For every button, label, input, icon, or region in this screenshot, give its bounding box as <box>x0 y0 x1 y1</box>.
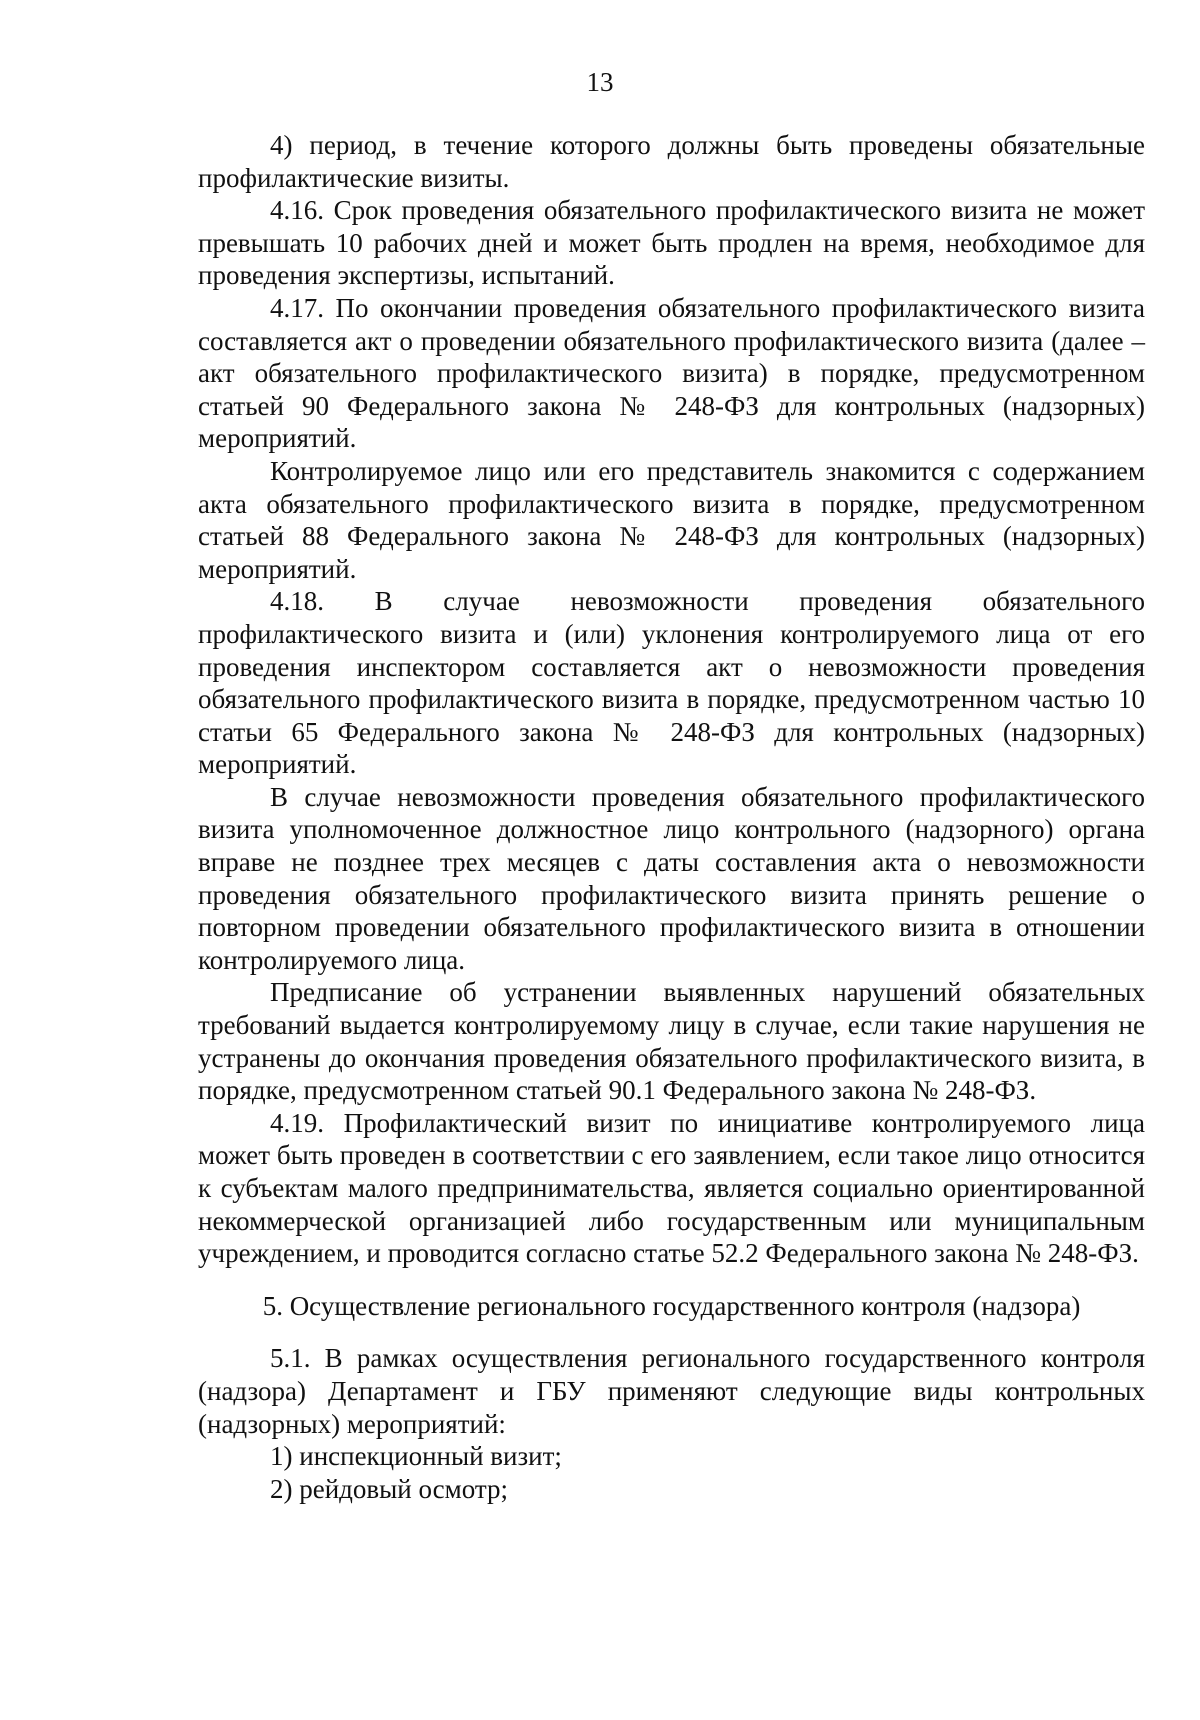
paragraph-repeat-visit: В случае невозможности проведения обязательного профилактического визита уполномоченное должностное лицо контрольного (надзорного) органа вправе не позднее трех месяцев с даты составления акта о невозможности проведения обязательного профилактического визита принять решение о повторном проведении обязательного профилактического визита в отношении контролируемого лица. <box>198 781 1145 975</box>
paragraph-prescription: Предписание об устранении выявленных нарушений обязательных требований выдается контролируемому лицу в случае, если такие нарушения не устранены до окончания проведения обязательного профилактического визита, в порядке, предусмотренном статьей 90.1 Федерального закона № 248-ФЗ. <box>198 977 1145 1106</box>
paragraph-controlled-person-familiarization: Контролируемое лицо или его представитель знакомится с содержанием акта обязательного профилактического визита в порядке, предусмотренном статьей 88 Федерального закона № 248-ФЗ для контрольных (надзорных) мероприятий. <box>198 455 1145 584</box>
paragraph-4-19: 4.19. Профилактический визит по инициативе контролируемого лица может быть проведен в соответствии с его заявлением, если такое лицо относится к субъектам малого предпринимательства, является социально ориентированной некоммерческой организацией либо государственным или муниципальным учреждением, и проводится согласно статье 52.2 Федерального закона № 248-ФЗ. <box>198 1107 1145 1269</box>
paragraph-4-18: 4.18. В случае невозможности проведения обязательного профилактического визита и (или) уклонения контролируемого лица от его проведения инспектором составляется акт о невозможности проведения обязательного профилактического визита в порядке, предусмотренном частью 10 статьи 65 Федерального закона № 248-ФЗ для контрольных (надзорных) мероприятий. <box>198 586 1145 780</box>
paragraph-4-17: 4.17. По окончании проведения обязательного профилактического визита составляется акт о проведении обязательного профилактического визита (далее – акт обязательного профилактического визита) в порядке, предусмотренном статьей 90 Федерального закона № 248-ФЗ для контрольных (надзорных) мероприятий. <box>198 292 1145 454</box>
document-body <box>198 129 1145 1505</box>
paragraph-4-16: 4.16. Срок проведения обязательного профилактического визита не может превышать 10 рабочих дней и может быть продлен на время, необходимое для проведения экспертизы, испытаний. <box>198 195 1145 291</box>
list-item-inspection-visit: 1) инспекционный визит; <box>270 1441 562 1472</box>
list-item-raid-inspection: 2) рейдовый осмотр; <box>270 1473 509 1504</box>
page-number: 13 <box>586 67 614 97</box>
section-heading-5: 5. Осуществление регионального государственного контроля (надзора) <box>262 1290 1081 1321</box>
paragraph-item-4: 4) период, в течение которого должны быть проведены обязательные профилактические визиты. <box>198 130 1145 193</box>
paragraph-5-1: 5.1. В рамках осуществления регионального государственного контроля (надзора) Департамент и ГБУ применяют следующие виды контрольных (надзорных) мероприятий: <box>198 1343 1145 1439</box>
